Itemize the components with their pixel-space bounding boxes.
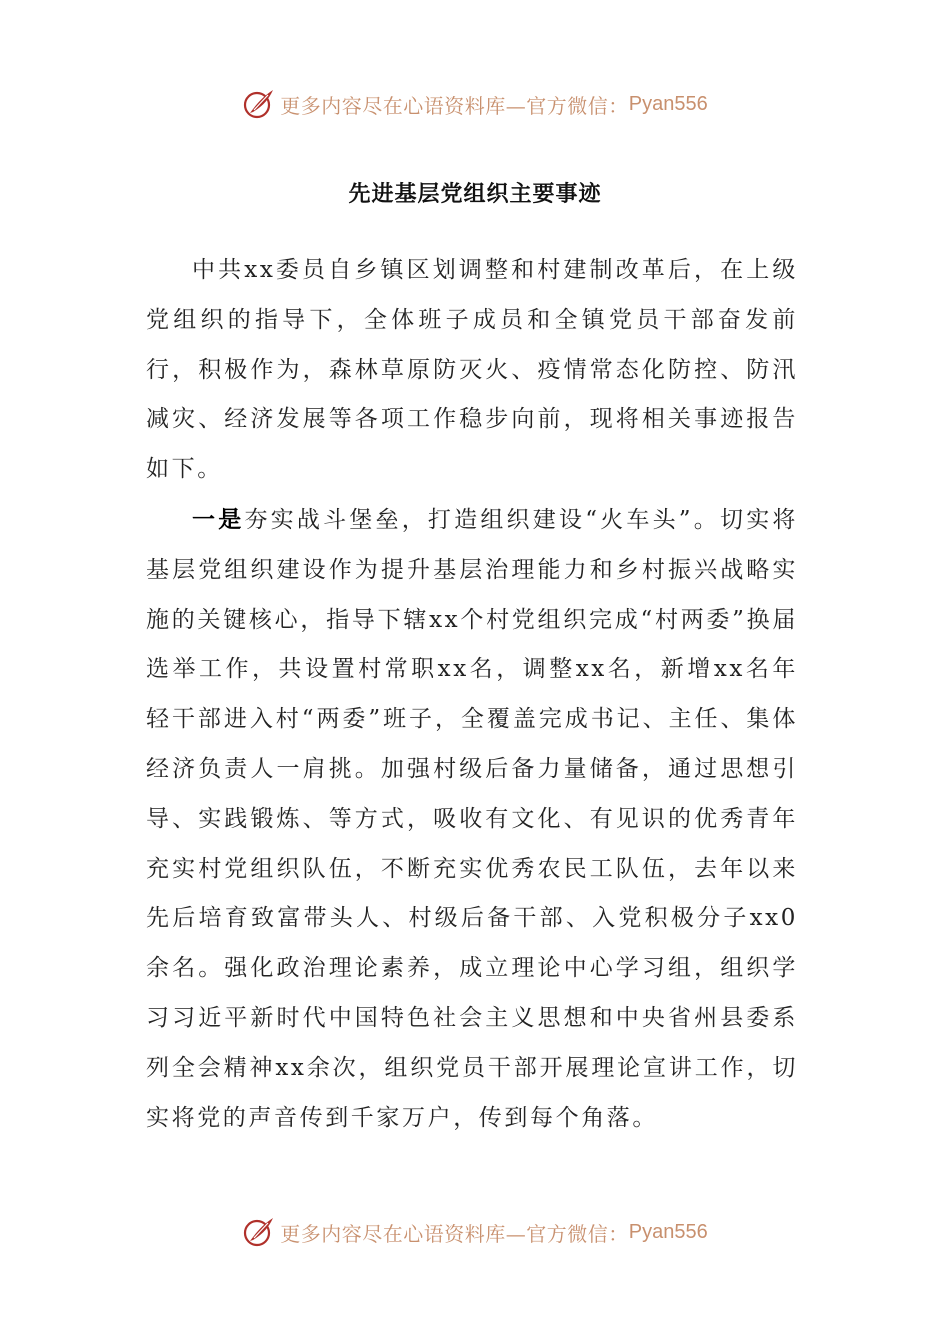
watermark-wechat-id: Pyan556 — [628, 92, 708, 115]
watermark-wechat-id: Pyan556 — [628, 1220, 708, 1243]
quill-logo-icon — [242, 1215, 276, 1249]
paragraph-text: 夯实战斗堡垒，打造组织建设“火车头”。切实将基层党组织建设作为提升基层治理能力和乡村振兴战略实施的关键核心，指导下辖xx个村党组织完成“村两委”换届选举工作，共设置村常职xx名，调整xx名，新增xx名年轻干部进入村“两委”班子，全覆盖完成书记、主任、集体经济负责人一肩挑。加强村级后备力量储备，通过思想引导、实践锻炼、等方式，吸收有文化、有见识的优秀青年充实村党组织队伍，不断充实优秀农民工队伍，去年以来先后培育致富带头人、村级后备干部、入党积极分子xx0余名。强化政治理论素养，成立理论中心学习组，组织学习习近平新时代中国特色社会主义思想和中央省州县委系列全会精神xx余次，组织党员干部开展理论宣讲工作，切实将党的声音传到千家万户，传到每个角落。 — [146, 506, 799, 1131]
document-body — [146, 246, 798, 1143]
paragraph-intro — [146, 246, 798, 495]
paragraph-point-one — [146, 495, 798, 1143]
paragraph-lead: 一是 — [192, 505, 245, 533]
paragraph-text: 中共xx委员自乡镇区划调整和村建制改革后，在上级党组织的指导下，全体班子成员和全镇党员干部奋发前行，积极作为，森林草原防灭火、疫情常态化防控、防汛减灾、经济发展等各项工作稳步向前，现将相关事迹报告如下。 — [146, 257, 798, 483]
watermark-text: 更多内容尽在心语资料库—官方微信： — [280, 93, 629, 118]
header-watermark-banner — [0, 84, 950, 124]
page-title: 先进基层党组织主要事迹 — [348, 181, 602, 207]
watermark-text: 更多内容尽在心语资料库—官方微信： — [280, 1221, 629, 1246]
footer-watermark-banner — [0, 1212, 950, 1252]
quill-logo-icon — [242, 87, 276, 121]
